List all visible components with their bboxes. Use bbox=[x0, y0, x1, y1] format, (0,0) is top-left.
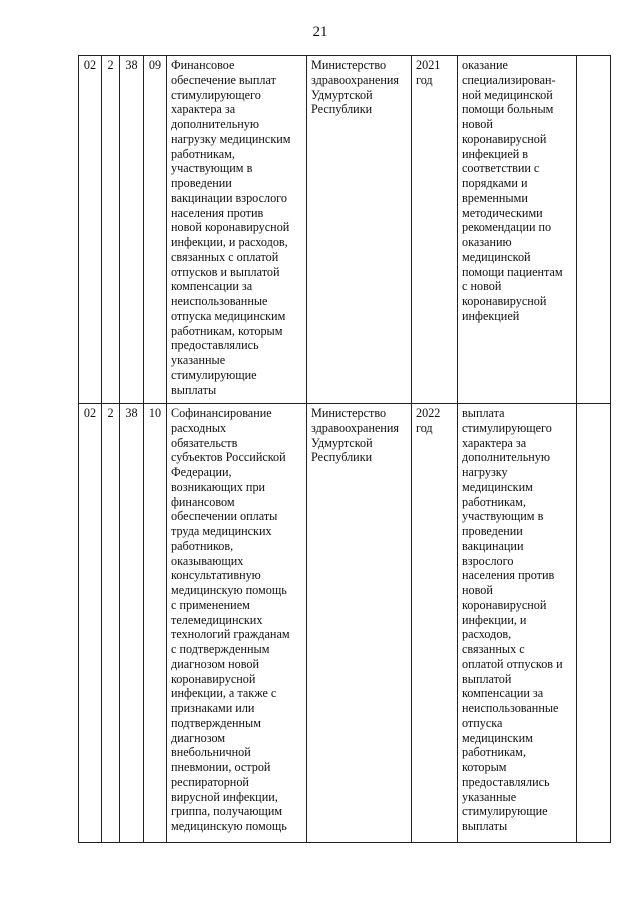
code-part-2: 2 bbox=[102, 404, 120, 843]
code-part-4: 10 bbox=[144, 404, 167, 843]
code-part-4: 09 bbox=[144, 56, 167, 404]
code-part-3: 38 bbox=[120, 404, 144, 843]
budget-classification-table bbox=[78, 55, 611, 843]
code-part-3: 38 bbox=[120, 56, 144, 404]
empty-cell bbox=[577, 56, 611, 404]
ministry-cell: Министерство здравоохранения Удмуртской Республики bbox=[307, 404, 412, 843]
expense-name-cell: Финансовое обеспечение выплат стимулирующего характера за дополнительную нагрузку медицинским работникам, участвующим в проведении вакцинации взрослого населения против новой коронавирусной инфекции, и расходов, связанных с оплатой отпусков и выплатой компенсации за неиспользованные отпуска медицинским работникам, которым предоставлялись указанные стимулирующие выплаты bbox=[167, 56, 307, 404]
code-part-1: 02 bbox=[79, 404, 102, 843]
purpose-cell: оказание специализирован- ной медицинской помощи больным новой коронавирусной инфекцией в соответствии с порядками и временными методическими рекомендации по оказанию медицинской помощи пациентам с новой коронавирусной инфекцией bbox=[458, 56, 577, 404]
year-cell: 2022 год bbox=[412, 404, 458, 843]
code-part-2: 2 bbox=[102, 56, 120, 404]
page-number: 21 bbox=[312, 24, 328, 40]
table-row bbox=[79, 56, 611, 404]
year-cell: 2021 год bbox=[412, 56, 458, 404]
ministry-cell: Министерство здравоохранения Удмуртской Республики bbox=[307, 56, 412, 404]
code-part-1: 02 bbox=[79, 56, 102, 404]
expense-name-cell: Софинансирование расходных обязательств субъектов Российской Федерации, возникающих при финансовом обеспечении оплаты труда медицинских работников, оказывающих консультативную медицинскую помощь с применением телемедицинских технологий гражданам с подтвержденным диагнозом новой коронавирусной инфекции, а также с признаками или подтвержденным диагнозом внебольничной пневмонии, острой респираторной вирусной инфекции, гриппа, получающим медицинскую помощь bbox=[167, 404, 307, 843]
empty-cell bbox=[577, 404, 611, 843]
table-row bbox=[79, 404, 611, 843]
purpose-cell: выплата стимулирующего характера за дополнительную нагрузку медицинским работникам, участвующим в проведении вакцинации взрослого населения против новой коронавирусной инфекции, и расходов, связанных с оплатой отпусков и выплатой компенсации за неиспользованные отпуска медицинским работникам, которым предоставлялись указанные стимулирующие выплаты bbox=[458, 404, 577, 843]
